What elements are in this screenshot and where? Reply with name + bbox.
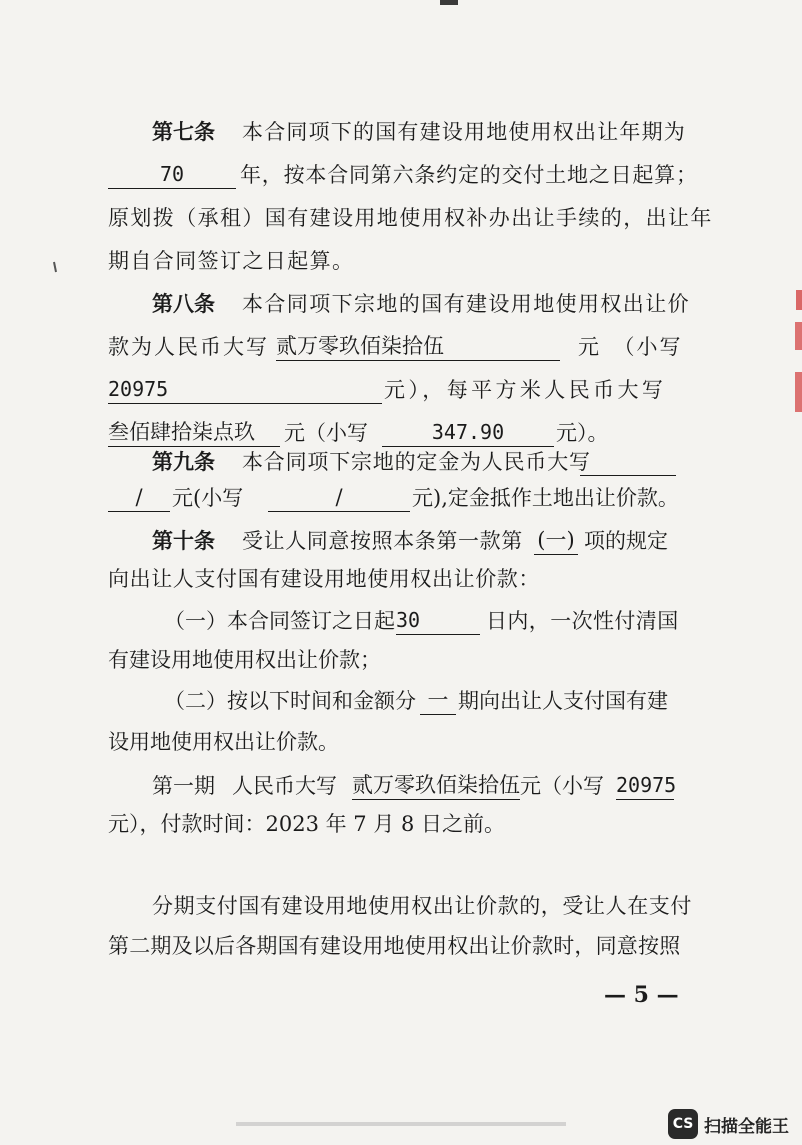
period1-amount-words-field: 贰万零玖佰柒拾伍	[352, 771, 520, 800]
scanner-watermark	[668, 1107, 789, 1141]
article7-title: 第七条	[152, 120, 215, 144]
article9-line1: 第九条 本合同项下宗地的定金为人民币大写	[0, 442, 802, 482]
article7-line3: 原划拨（承租）国有建设用地使用权补办出让手续的，出让年	[108, 206, 713, 230]
deposit-words-field: /	[108, 483, 170, 512]
installment-count-field: 一	[420, 686, 456, 715]
article7-line4: 期自合同签订之日起算。	[108, 249, 355, 273]
article10-item1: （一）本合同签订之日起 30 日内，一次性付清国	[164, 608, 679, 633]
red-stamp-edge-2	[795, 322, 802, 350]
article8-title: 第八条	[152, 292, 215, 316]
article10-item2-line2: 设用地使用权出让价款。	[108, 730, 339, 754]
period1-amount-number-field: 20975	[616, 771, 674, 800]
lease-years-field: 70	[108, 160, 236, 189]
cs-logo-icon: CS	[668, 1109, 698, 1139]
article8-line1: 第八条 本合同项下宗地的国有建设用地使用权出让价	[0, 284, 802, 324]
red-stamp-edge-1	[796, 290, 802, 310]
unit-price-words-field: 叁佰肆拾柒点玖	[108, 418, 280, 447]
period1-line2: 元），付款时间：2023 年 7 月 8 日之前。	[108, 812, 506, 836]
payment-option-field: (一)	[534, 526, 578, 555]
deposit-number-field: /	[268, 483, 410, 512]
total-price-words-field: 贰万零玖佰柒拾伍	[276, 332, 560, 361]
page-number: — 5 —	[604, 982, 679, 1008]
article9-title: 第九条	[152, 450, 215, 474]
red-stamp-edge-3	[795, 372, 802, 412]
article10-item1-line2: 有建设用地使用权出让价款；	[108, 648, 381, 672]
unit-price-number-field: 347.90	[382, 418, 554, 447]
article10-line1: 第十条 受让人同意按照本条第一款第 (一) 项的规定	[0, 521, 802, 561]
period1-line1: 第一期 人民币大写 贰万零玖佰柒拾伍 元（小写 20975	[152, 773, 677, 798]
scanner-name: 扫描全能王	[704, 1116, 789, 1137]
payment-days-field: 30	[396, 606, 480, 635]
article7-text2: 年，按本合同第六条约定的交付土地之日起算；	[240, 163, 698, 187]
article10-item2: （二）按以下时间和金额分 一 期向出让人支付国有建	[164, 688, 668, 713]
article10-title: 第十条	[152, 529, 215, 553]
article9-line2: / 元(小写 / 元),定金抵作土地出让价款。	[0, 478, 802, 518]
article8-line3: 20975 元），每平方米人民币大写	[108, 377, 667, 402]
binding-shadow-bottom	[236, 1122, 566, 1126]
scan-dot	[54, 262, 56, 272]
article8-line2: 款为人民币大写 贰万零玖佰柒拾伍 元 （小写	[108, 334, 683, 359]
article10-line2: 向出让人支付国有建设用地使用权出让价款：	[108, 567, 540, 591]
article8-line4: 叁佰肆拾柒点玖 元（小写 347.90 元）。	[108, 420, 609, 445]
article7-text1: 本合同项下的国有建设用地使用权出让年期为	[242, 120, 686, 144]
installment-line1: 分期支付国有建设用地使用权出让价款的，受让人在支付	[152, 894, 692, 918]
binding-mark-top	[440, 0, 458, 5]
installment-line2: 第二期及以后各期国有建设用地使用权出让价款时，同意按照	[108, 934, 681, 958]
total-price-number-field: 20975	[108, 375, 382, 404]
